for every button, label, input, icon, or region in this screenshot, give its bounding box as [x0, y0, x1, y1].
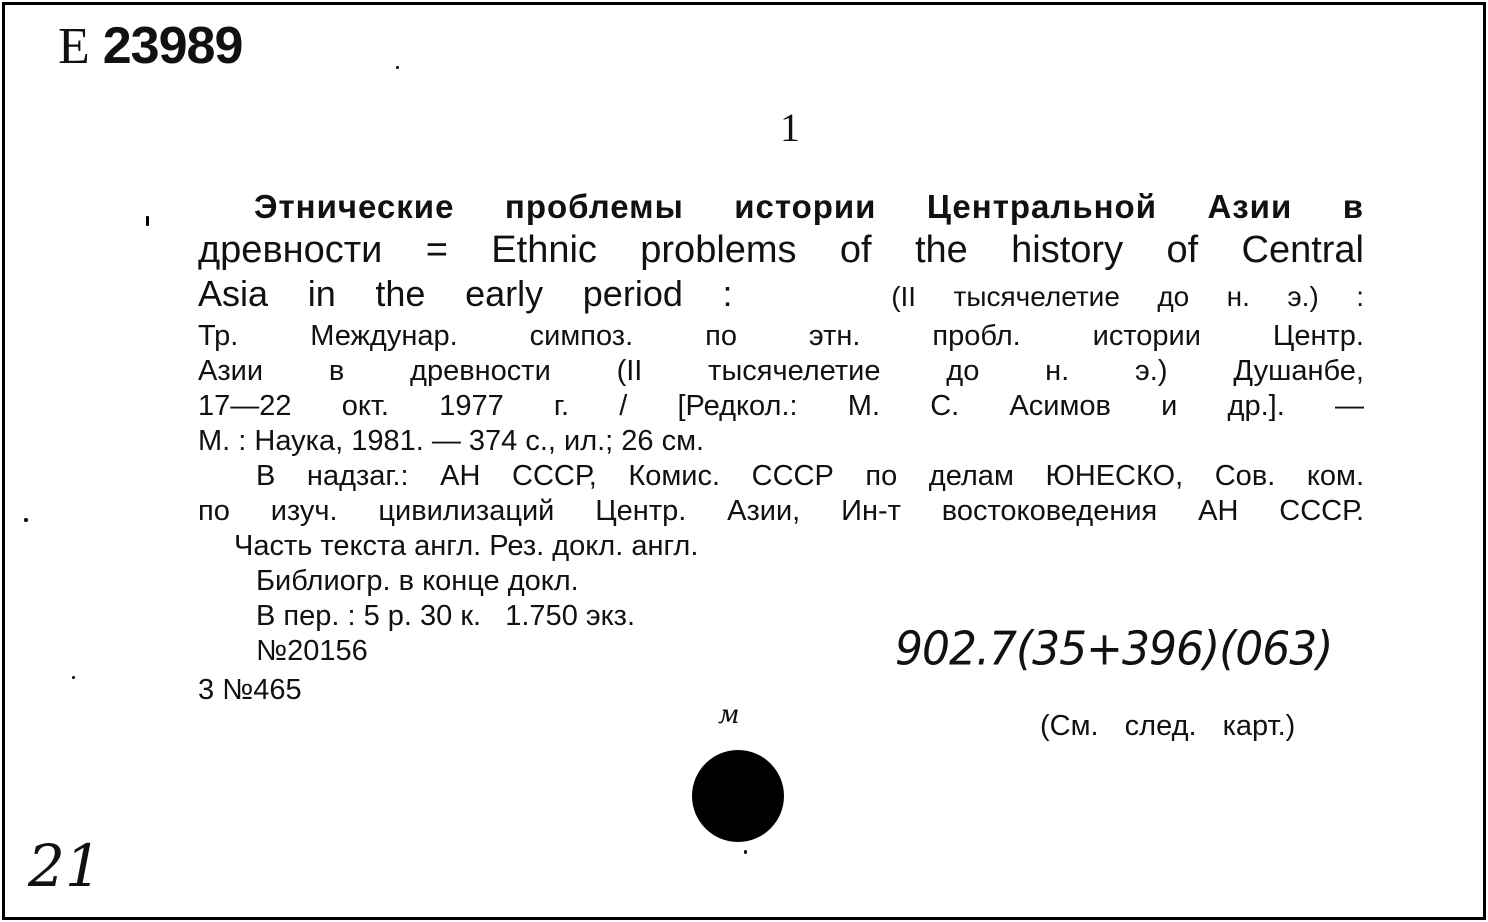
classification-code: 902.7(35+396)(063) [895, 622, 1333, 677]
scan-speck [396, 66, 399, 69]
title-line: древности = Ethnic problems of the history of Central [198, 229, 1364, 271]
continued-note: (См. след. карт.) [1040, 710, 1296, 742]
scan-speck [146, 216, 149, 226]
call-number-value: 23989 [102, 17, 243, 75]
call-prefix: Е [58, 18, 89, 75]
scan-speck [744, 850, 747, 854]
title-line-main: Asia in the early period : [198, 273, 733, 314]
title-line [198, 272, 1364, 319]
punch-hole [692, 750, 784, 842]
price-note: В пер. : 5 р. 30 к. 1.750 экз. [256, 600, 636, 632]
scan-speck [24, 518, 28, 522]
title-line-date: (II тысячелетие до н. э.) : [891, 281, 1364, 312]
card-sequence-number: 1 [780, 105, 800, 150]
description-line: М. : Наука, 1981. — 374 с., ил.; 26 см. [198, 425, 705, 457]
description-line: Азии в древности (II тысячелетие до н. э.) Душанбе, [198, 355, 1364, 387]
title-line: Этнические проблемы истории Центральной Азии в [254, 188, 1364, 225]
bibliography-note: Библиогр. в конце докл. [256, 565, 579, 597]
description-line: 17—22 окт. 1977 г. / [Редкол.: М. С. Асимов и др.]. — [198, 390, 1364, 422]
language-note: Часть текста англ. Рез. докл. англ. [234, 530, 699, 562]
handwritten-initials: м [718, 700, 740, 730]
call-number [58, 16, 242, 76]
handwritten-mark: 21 [28, 832, 102, 900]
note-line: В надзаг.: АН СССР, Комис. СССР по делам ЮНЕСКО, Сов. ком. [256, 460, 1364, 492]
bibliographic-description [198, 186, 1364, 669]
description-line: Тр. Междунар. симпоз. по этн. пробл. истории Центр. [198, 320, 1364, 352]
scan-speck [72, 676, 75, 679]
inventory-number: №20156 [256, 635, 368, 667]
note-line: по изуч. цивилизаций Центр. Азии, Ин-т востоковедения АН СССР. [198, 495, 1364, 527]
shelf-mark: 3 №465 [198, 674, 302, 706]
